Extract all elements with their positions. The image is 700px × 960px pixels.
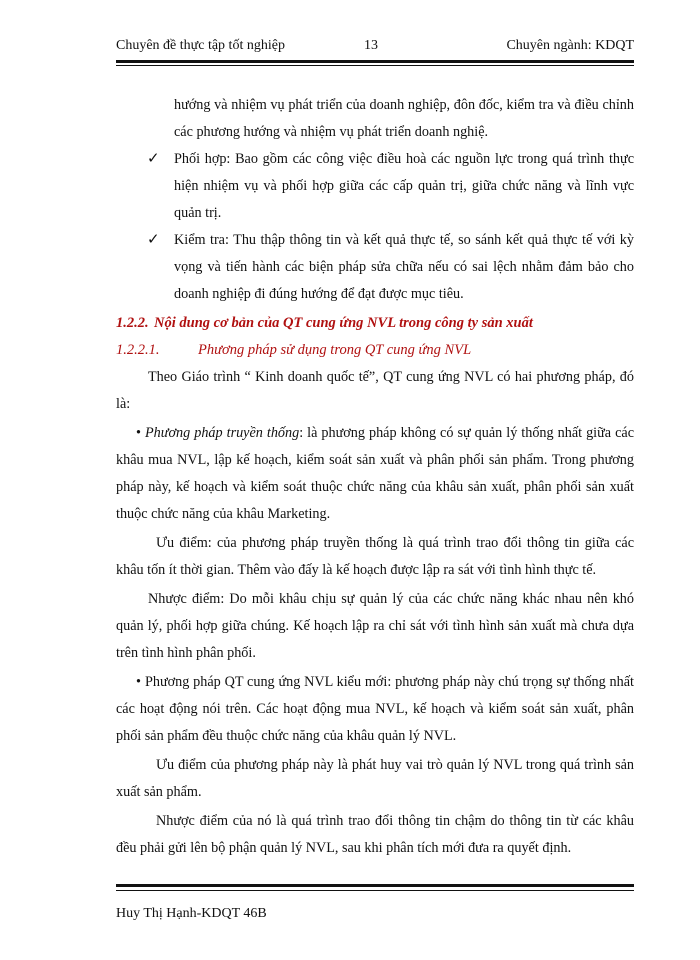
subsection-number: 1.2.2.1. [116, 342, 160, 358]
bullet-text: Phương pháp QT cung ứng NVL kiểu mới: phương pháp này chú trọng sự thống nhất các hoạt động nói trên. Các hoạt động mua NVL, kế hoạch và kiểm soát sản xuất, phân phối sản phẩm đều thuộc chức năng của khâu quản lý NVL. [116, 674, 634, 744]
advantage-new-method: Ưu điểm của phương pháp này là phát huy vai trò quản lý NVL trong quá trình sản xuất sản phẩm. [116, 757, 634, 800]
checkmark-icon: ✓ [147, 151, 160, 167]
checklist-text: Phối hợp: Bao gồm các công việc điều hoà các nguồn lực trong quá trình thực hiện nhiệm vụ và phối hợp giữa các cấp quản trị, giữa chức năng và lĩnh vực quản trị. [174, 151, 634, 221]
subsection-heading [116, 337, 634, 364]
page-header [116, 38, 634, 60]
intro-paragraph: Theo Giáo trình “ Kinh doanh quốc tế”, QT cung ứng NVL có hai phương pháp, đó là: [116, 369, 634, 412]
section-number: 1.2.2. [116, 315, 149, 331]
bullet-text: : là phương pháp không có sự quản lý thống nhất giữa các khâu mua NVL, lập kế hoạch, kiểm soát sản xuất và phân phối sản phẩm. Trong phương pháp này, kế hoạch và kiểm soát thuộc chức năng của khâu sản xuất, phân phối sản xuất thuộc chức năng của khâu Marketing. [116, 425, 634, 522]
bullet-icon: • [136, 674, 141, 690]
bullet-new-method [116, 669, 634, 750]
advantage-traditional: Ưu điểm: của phương pháp truyền thống là quá trình trao đổi thông tin giữa các khâu tốn ít thời gian. Thêm vào đấy là kế hoạch được lập ra sát với tình hình thực tế. [116, 535, 634, 578]
checklist-text: Kiểm tra: Thu thập thông tin và kết quả thực tế, so sánh kết quả thực tế với kỳ vọng và tiến hành các biện pháp sửa chữa nếu có sai lệch nhằm đảm bảo cho doanh nghiệp đi đúng hướng để đạt được mục tiêu. [174, 232, 634, 302]
header-rule-thin [116, 65, 634, 66]
checkmark-icon: ✓ [147, 232, 160, 248]
subsection-title: Phương pháp sử dụng trong QT cung ứng NVL [198, 342, 472, 358]
section-title: Nội dung cơ bản của QT cung ứng NVL trong công ty sản xuất [154, 315, 533, 331]
header-page-number: 13 [364, 38, 378, 53]
bullet-traditional [116, 420, 634, 528]
header-rule-thick [116, 60, 634, 63]
paragraph-continuation: hướng và nhiệm vụ phát triển của doanh nghiệp, đôn đốc, kiểm tra và điều chỉnh các phương hướng và nhiệm vụ phát triển doanh nghiệ. [174, 97, 634, 140]
bullet-term: Phương pháp truyền thống [144, 425, 300, 441]
page-body [116, 92, 634, 862]
header-doc-title: Chuyên đề thực tập tốt nghiệp [116, 38, 285, 53]
footer-rule-thin [116, 890, 634, 891]
checklist-item-control [116, 227, 634, 308]
footer-rule-thick [116, 884, 634, 887]
disadvantage-traditional: Nhược điểm: Do mỗi khâu chịu sự quản lý của các chức năng khác nhau nên khó quản lý, phối hợp giữa chúng. Kế hoạch lập ra chỉ sát với tình hình sản xuất mà chưa dựa trên tình hình phân phối. [116, 591, 634, 661]
footer-author: Huy Thị Hạnh-KDQT 46B [116, 906, 267, 921]
checklist-item-coordination [116, 146, 634, 227]
bullet-icon: • [136, 425, 141, 441]
disadvantage-new-method: Nhược điểm của nó là quá trình trao đổi thông tin chậm do thông tin từ các khâu đều phải gửi lên bộ phận quản lý NVL, sau khi phân tích mới đưa ra quyết định. [116, 813, 634, 856]
section-heading [116, 310, 634, 337]
header-major: Chuyên ngành: KDQT [506, 38, 634, 53]
